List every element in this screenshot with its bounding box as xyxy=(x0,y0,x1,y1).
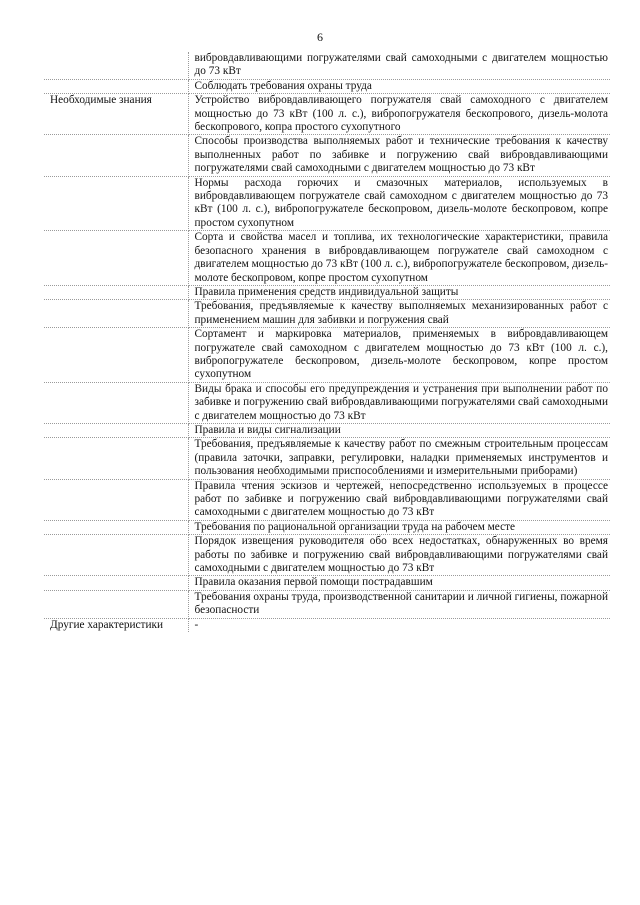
row-text: Правила применения средств индивидуальной защиты xyxy=(188,285,610,299)
row-text: Соблюдать требования охраны труда xyxy=(188,79,610,93)
table-row xyxy=(44,328,610,383)
row-label xyxy=(44,300,188,328)
row-label xyxy=(44,176,188,231)
table-row xyxy=(44,618,610,632)
table-row xyxy=(44,520,610,534)
table-row xyxy=(44,590,610,618)
row-label xyxy=(44,285,188,299)
table-row xyxy=(44,576,610,590)
row-label xyxy=(44,520,188,534)
row-text: Нормы расхода горючих и смазочных материалов, используемых в вибровдавливающем погружателе свай самоходном с двигателем мощностью до 73 кВт (100 л. с.), вибропогружателе бескопровом, дизель-молоте бескопровом, копре простом сухопутном xyxy=(188,176,610,231)
row-text: Правила оказания первой помощи пострадавшим xyxy=(188,576,610,590)
table-row xyxy=(44,300,610,328)
table-row xyxy=(44,231,610,286)
table-row xyxy=(44,176,610,231)
row-text: Устройство вибровдавливающего погружателя свай самоходного с двигателем мощностью до 73 кВт (100 л. с.), вибропогружателя бескопрового, дизель-молота бескопрового, копра простого сухопутного xyxy=(188,94,610,135)
table-row xyxy=(44,382,610,423)
row-text: вибровдавливающими погружателями свай самоходными с двигателем мощностью до 73 кВт xyxy=(188,52,610,79)
row-text: Сорта и свойства масел и топлива, их технологические характеристики, правила безопасного хранения в вибровдавливающем погружателе свай самоходном с двигателем мощностью до 73 кВт (100 л. с.), вибропогружателе бескопровом, дизель-молоте бескопровом, копре простом сухопутном xyxy=(188,231,610,286)
table-row xyxy=(44,94,610,135)
row-label xyxy=(44,535,188,576)
row-label xyxy=(44,328,188,383)
row-label xyxy=(44,382,188,423)
row-label xyxy=(44,423,188,437)
row-text: Виды брака и способы его предупреждения и устранения при выполнении работ по забивке и погружению свай вибровдавливающими погружателями свай самоходными с двигателем мощностью до 73 кВт xyxy=(188,382,610,423)
row-label: Необходимые знания xyxy=(44,94,188,135)
table-row xyxy=(44,52,610,79)
page-number: 6 xyxy=(317,30,323,44)
row-label xyxy=(44,52,188,79)
row-text: Правила и виды сигнализации xyxy=(188,423,610,437)
row-label xyxy=(44,438,188,479)
row-text: Требования по рациональной организации труда на рабочем месте xyxy=(188,520,610,534)
row-text: Требования охраны труда, производственной санитарии и личной гигиены, пожарной безопасности xyxy=(188,590,610,618)
row-label xyxy=(44,135,188,176)
row-label xyxy=(44,590,188,618)
row-text: Правила чтения эскизов и чертежей, непосредственно используемых в процессе работ по забивке и погружению свай вибровдавливающими погружателями свай самоходными с двигателем мощностью до 73 кВт xyxy=(188,479,610,520)
row-text: Способы производства выполняемых работ и технические требования к качеству выполненных работ по забивке и погружению свай вибровдавливающими погружателями свай самоходными с двигателем мощностью до 73 кВт xyxy=(188,135,610,176)
row-label xyxy=(44,479,188,520)
row-text: Сортамент и маркировка материалов, применяемых в вибровдавливающем погружателе свай самоходном с двигателем мощностью до 73 кВт (100 л. с.), вибропогружателе бескопровом, дизель-молоте бескопровом, копре простом сухопутном xyxy=(188,328,610,383)
table-row xyxy=(44,423,610,437)
table-row xyxy=(44,438,610,479)
row-label xyxy=(44,79,188,93)
table-row xyxy=(44,135,610,176)
requirements-table xyxy=(44,52,610,632)
row-label xyxy=(44,576,188,590)
table-row xyxy=(44,79,610,93)
table-row xyxy=(44,535,610,576)
row-label xyxy=(44,231,188,286)
row-text: Требования, предъявляемые к качеству выполняемых механизированных работ с применением машин для забивки и погружения свай xyxy=(188,300,610,328)
row-text: Требования, предъявляемые к качеству работ по смежным строительным процессам (правила заточки, заправки, регулировки, наладки применяемых инструментов и пользования необходимыми приспособлениями и измерительными приборами) xyxy=(188,438,610,479)
table-row xyxy=(44,285,610,299)
table-row xyxy=(44,479,610,520)
row-text: Порядок извещения руководителя обо всех недостатках, обнаруженных во время работы по забивке и погружению свай вибровдавливающими погружателями свай самоходными с двигателем мощностью до 73 кВт xyxy=(188,535,610,576)
row-text: - xyxy=(194,618,199,631)
row-label: Другие характеристики xyxy=(44,618,188,632)
